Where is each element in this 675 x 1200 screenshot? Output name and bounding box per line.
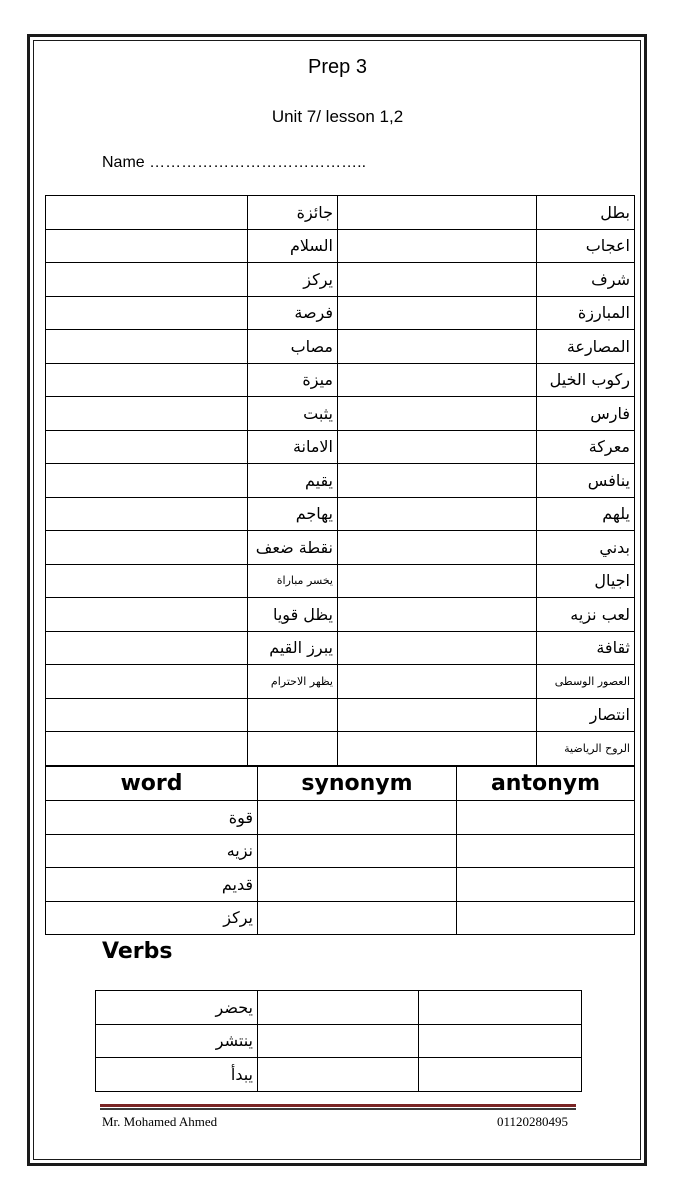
answer-cell[interactable] (46, 732, 248, 766)
answer-cell[interactable] (46, 397, 248, 431)
answer-cell[interactable] (46, 497, 248, 531)
table-row (96, 1024, 582, 1058)
vocab-word: الامانة (248, 430, 338, 464)
answer-cell[interactable] (419, 991, 582, 1025)
vocab-word: بدني (537, 531, 635, 565)
name-field[interactable]: Name ………………………………….. (102, 154, 367, 171)
vocab-word: يركز (248, 263, 338, 297)
answer-cell[interactable] (338, 363, 537, 397)
answer-cell[interactable] (46, 598, 248, 632)
table-row (46, 229, 635, 263)
table-row (46, 732, 635, 766)
footer-rule (100, 1104, 576, 1107)
answer-cell[interactable] (338, 531, 537, 565)
table-row (96, 991, 582, 1025)
answer-cell[interactable] (338, 598, 537, 632)
answer-cell[interactable] (338, 397, 537, 431)
word-cell: قوة (46, 801, 258, 835)
vocab-word: يهاجم (248, 497, 338, 531)
verb-cell: يبدأ (96, 1058, 258, 1092)
table-row (46, 531, 635, 565)
answer-cell[interactable] (46, 531, 248, 565)
vocab-word: فرصة (248, 296, 338, 330)
answer-cell[interactable] (46, 330, 248, 364)
answer-cell[interactable] (338, 330, 537, 364)
table-row (46, 430, 635, 464)
synonym-cell[interactable] (258, 901, 457, 935)
answer-cell[interactable] (338, 631, 537, 665)
table-row (46, 868, 635, 902)
table-row (46, 330, 635, 364)
table-row (46, 196, 635, 230)
answer-cell[interactable] (46, 665, 248, 699)
table-row (46, 901, 635, 935)
table-header-row (46, 767, 635, 801)
table-row (46, 497, 635, 531)
vocab-word: بطل (537, 196, 635, 230)
answer-cell[interactable] (258, 991, 419, 1025)
vocab-word: ينافس (537, 464, 635, 498)
table-row (46, 564, 635, 598)
vocab-word (248, 698, 338, 732)
answer-cell[interactable] (338, 196, 537, 230)
header-antonym: antonym (457, 767, 635, 801)
answer-cell[interactable] (46, 631, 248, 665)
answer-cell[interactable] (338, 497, 537, 531)
synonym-cell[interactable] (258, 801, 457, 835)
table-row (46, 263, 635, 297)
answer-cell[interactable] (46, 296, 248, 330)
table-row (96, 1058, 582, 1092)
table-row (46, 598, 635, 632)
answer-cell[interactable] (46, 196, 248, 230)
table-row (46, 464, 635, 498)
header-word: word (46, 767, 258, 801)
vocabulary-table (45, 195, 635, 766)
answer-cell[interactable] (419, 1058, 582, 1092)
answer-cell[interactable] (338, 430, 537, 464)
vocab-word (248, 732, 338, 766)
answer-cell[interactable] (338, 263, 537, 297)
answer-cell[interactable] (46, 363, 248, 397)
answer-cell[interactable] (46, 263, 248, 297)
word-cell: قديم (46, 868, 258, 902)
footer-rule-shadow (100, 1108, 576, 1110)
vocab-word: المصارعة (537, 330, 635, 364)
vocab-word: انتصار (537, 698, 635, 732)
vocab-word: يظل قويا (248, 598, 338, 632)
vocab-word: معركة (537, 430, 635, 464)
verbs-table (95, 990, 582, 1092)
table-row (46, 698, 635, 732)
antonym-cell[interactable] (457, 834, 635, 868)
verb-cell: ينتشر (96, 1024, 258, 1058)
vocab-word: المبارزة (537, 296, 635, 330)
answer-cell[interactable] (338, 564, 537, 598)
antonym-cell[interactable] (457, 801, 635, 835)
table-row (46, 363, 635, 397)
vocab-word: يقيم (248, 464, 338, 498)
word-cell: يركز (46, 901, 258, 935)
antonym-cell[interactable] (457, 901, 635, 935)
answer-cell[interactable] (258, 1024, 419, 1058)
answer-cell[interactable] (338, 229, 537, 263)
vocab-word: السلام (248, 229, 338, 263)
footer-phone: 01120280495 (497, 1114, 569, 1129)
answer-cell[interactable] (46, 229, 248, 263)
vocab-word: شرف (537, 263, 635, 297)
vocab-word: الروح الرياضية (537, 732, 635, 766)
table-row (46, 296, 635, 330)
vocab-word: اجيال (537, 564, 635, 598)
vocab-word: فارس (537, 397, 635, 431)
answer-cell[interactable] (338, 464, 537, 498)
synonym-antonym-table (45, 766, 635, 935)
header-synonym: synonym (258, 767, 457, 801)
answer-cell[interactable] (46, 564, 248, 598)
synonym-cell[interactable] (258, 834, 457, 868)
antonym-cell[interactable] (457, 868, 635, 902)
answer-cell[interactable] (419, 1024, 582, 1058)
vocab-word: جائزة (248, 196, 338, 230)
vocab-word: ثقافة (537, 631, 635, 665)
vocab-word: يظهر الاحترام (248, 665, 338, 699)
vocab-word: يثبت (248, 397, 338, 431)
vocab-word: ركوب الخيل (537, 363, 635, 397)
table-row (46, 801, 635, 835)
vocab-word: العصور الوسطى (537, 665, 635, 699)
vocab-word: نقطة ضعف (248, 531, 338, 565)
table-row (46, 397, 635, 431)
answer-cell[interactable] (338, 665, 537, 699)
verbs-heading: Verbs (102, 939, 173, 964)
verb-cell: يحضر (96, 991, 258, 1025)
word-cell: نزيه (46, 834, 258, 868)
answer-cell[interactable] (338, 698, 537, 732)
synonym-cell[interactable] (258, 868, 457, 902)
answer-cell[interactable] (258, 1058, 419, 1092)
answer-cell[interactable] (46, 430, 248, 464)
table-row (46, 665, 635, 699)
table-row (46, 834, 635, 868)
answer-cell[interactable] (338, 296, 537, 330)
worksheet-subtitle: Unit 7/ lesson 1,2 (271, 107, 404, 126)
vocab-word: لعب نزيه (537, 598, 635, 632)
footer-author: Mr. Mohamed Ahmed (102, 1114, 218, 1129)
vocab-word: ميزة (248, 363, 338, 397)
vocab-word: مصاب (248, 330, 338, 364)
vocab-word: يخسر مباراة (248, 564, 338, 598)
vocab-word: اعجاب (537, 229, 635, 263)
answer-cell[interactable] (46, 698, 248, 732)
answer-cell[interactable] (338, 732, 537, 766)
table-row (46, 631, 635, 665)
worksheet-title: Prep 3 (308, 56, 367, 78)
answer-cell[interactable] (46, 464, 248, 498)
vocab-word: يلهم (537, 497, 635, 531)
vocab-word: يبرز القيم (248, 631, 338, 665)
